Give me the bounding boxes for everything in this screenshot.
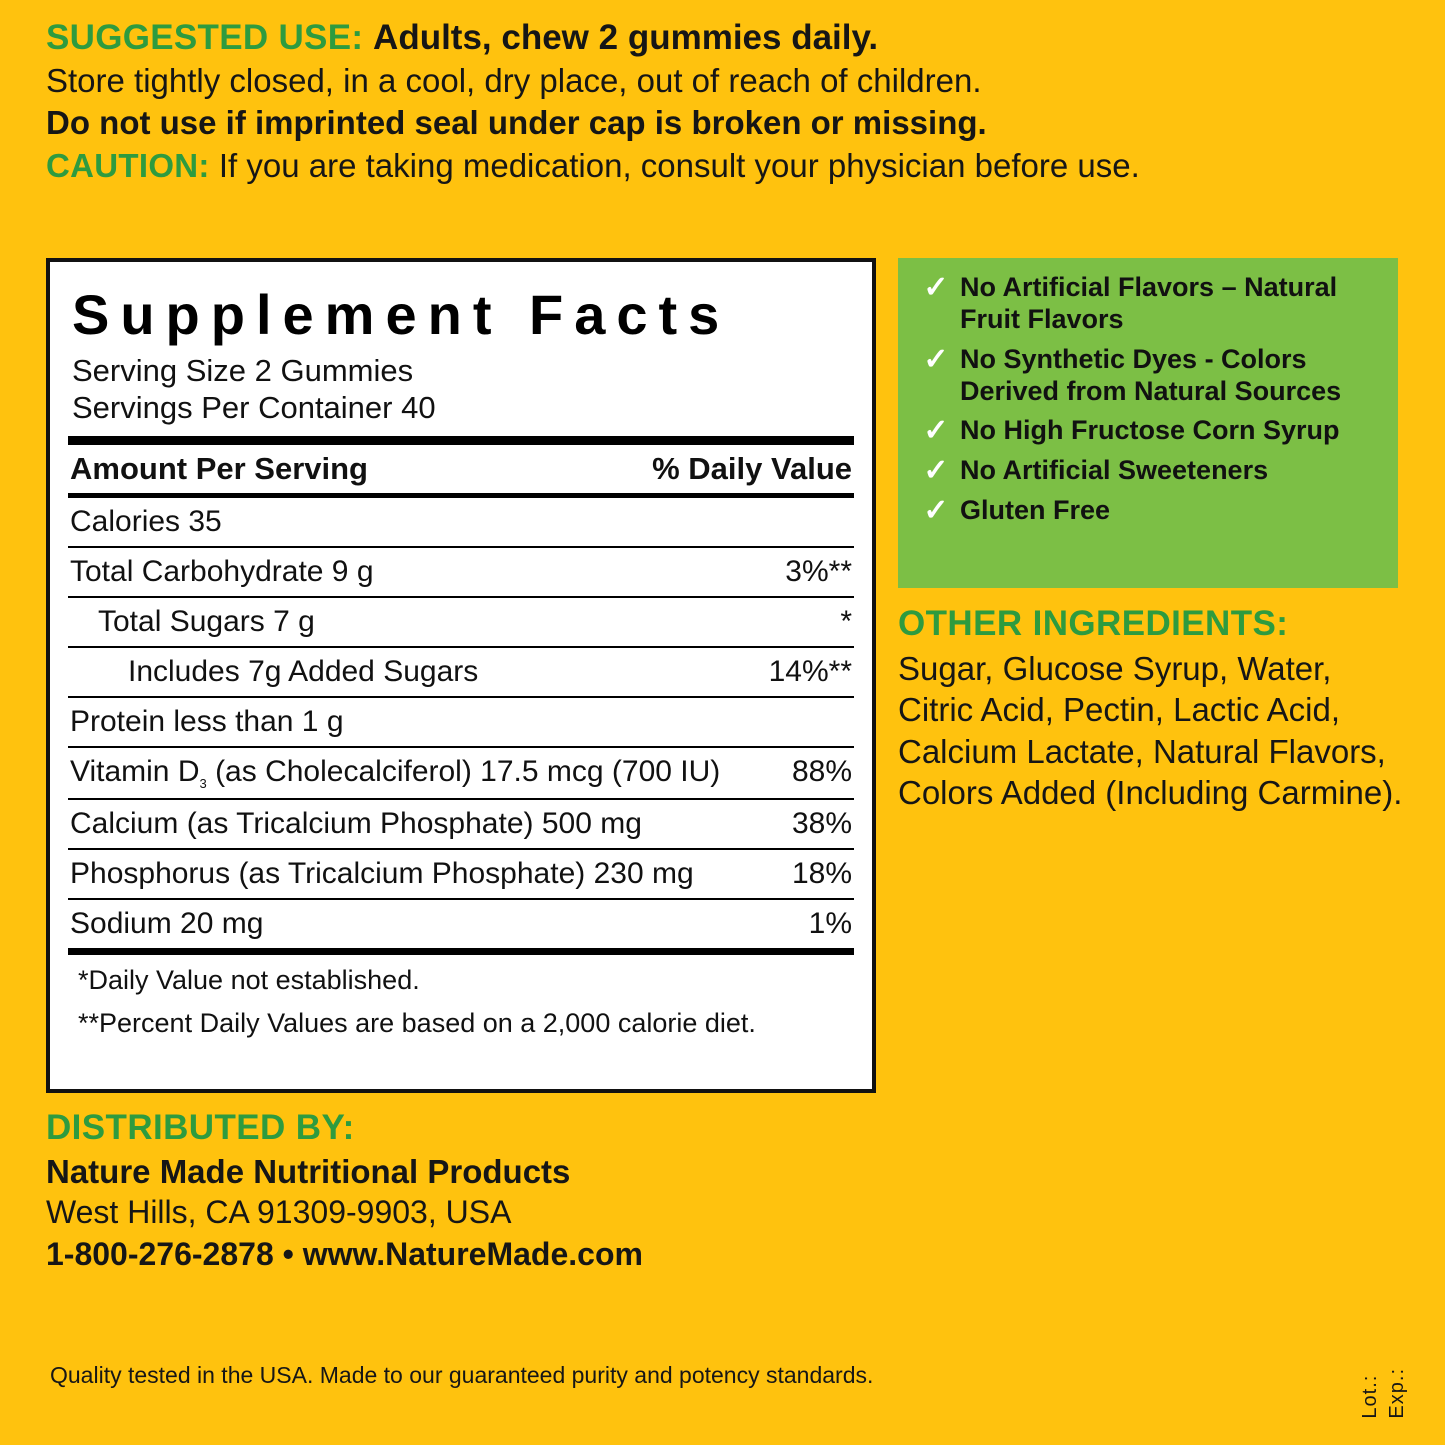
nutrient-dv: 14%** <box>768 655 852 689</box>
distributed-by-heading: DISTRIBUTED BY: <box>46 1108 355 1147</box>
nutrient-name: Protein less than 1 g <box>70 705 344 739</box>
amount-per-serving-header: Amount Per Serving <box>70 451 368 487</box>
table-row <box>68 850 854 898</box>
other-ingredients-block <box>898 604 1408 813</box>
suggested-use-line <box>46 18 1346 57</box>
table-row <box>68 748 854 798</box>
nutrient-name: Total Sugars 7 g <box>98 605 315 639</box>
other-ingredients-heading: OTHER INGREDIENTS: <box>898 604 1289 643</box>
claim-item <box>912 455 1384 487</box>
serving-size: Serving Size 2 Gummies <box>72 353 414 388</box>
claims-box <box>898 258 1398 588</box>
nutrient-name: Calories 35 <box>70 505 222 539</box>
claim-item <box>912 495 1384 527</box>
nutrient-dv: 18% <box>791 857 852 891</box>
company-contact: 1-800-276-2878 • www.NatureMade.com <box>46 1235 643 1272</box>
table-row <box>68 598 854 646</box>
servings-per-container: Servings Per Container 40 <box>72 389 436 425</box>
nutrient-dv: 3%** <box>785 555 852 589</box>
nutrient-name: Phosphorus (as Tricalcium Phosphate) 230 mg <box>70 857 694 891</box>
check-icon: ✓ <box>923 494 949 528</box>
table-header-row <box>68 445 854 493</box>
footnote-daily-value: *Daily Value not established. <box>78 965 420 996</box>
check-icon: ✓ <box>923 271 949 304</box>
nutrient-dv: 88% <box>791 755 852 789</box>
claim-label: No Artificial Sweeteners <box>960 455 1269 486</box>
table-row <box>68 548 854 596</box>
nutrient-name: Sodium 20 mg <box>70 907 264 941</box>
supplement-facts-title: Supplement Facts <box>72 283 731 346</box>
footnote-percent-dv: **Percent Daily Values are based on a 2,000 calorie diet. <box>78 1007 756 1038</box>
claim-item <box>912 415 1384 447</box>
usage-block <box>46 18 1346 185</box>
check-icon: ✓ <box>923 342 949 376</box>
nutrient-dv: 1% <box>808 907 852 941</box>
distributed-by-block <box>46 1108 946 1274</box>
divider-thick <box>68 436 854 445</box>
company-address: West Hills, CA 91309-9903, USA <box>46 1193 512 1230</box>
nutrient-name: Calcium (as Tricalcium Phosphate) 500 mg <box>70 807 642 841</box>
claim-label: No Artificial Flavors – Natural Fruit Flavors <box>960 272 1338 334</box>
check-icon: ✓ <box>923 414 949 448</box>
nutrient-name: Total Carbohydrate 9 g <box>70 555 374 589</box>
divider-bottom <box>68 948 854 955</box>
other-ingredients-body: Sugar, Glucose Syrup, Water, Citric Acid, Pectin, Lactic Acid, Calcium Lactate, Natural Flavors, Colors Added (Including Carmine). <box>898 650 1403 811</box>
suggested-use-value: Adults, chew 2 gummies daily. <box>373 18 879 57</box>
table-row <box>68 800 854 848</box>
check-icon: ✓ <box>923 454 949 488</box>
claim-item <box>912 344 1384 408</box>
claim-item <box>912 272 1384 336</box>
suggested-use-label: SUGGESTED USE: <box>46 18 364 57</box>
company-name: Nature Made Nutritional Products <box>46 1153 571 1190</box>
caution-label: CAUTION: <box>46 147 210 185</box>
daily-value-header: % Daily Value <box>652 451 852 487</box>
table-row <box>68 698 854 746</box>
table-row <box>68 900 854 948</box>
nutrient-dv: * <box>840 605 852 639</box>
nutrient-name: Vitamin $D_3$ (as Cholecalciferol) 17.5 mcg (700 IU) <box>70 755 721 792</box>
supplement-facts-panel <box>46 258 876 1093</box>
claim-label: Gluten Free <box>960 495 1111 526</box>
seal-warning-line: Do not use if imprinted seal under cap is broken or missing. <box>46 104 987 142</box>
claim-label: No Synthetic Dyes - Colors Derived from Natural Sources <box>960 343 1342 406</box>
caution-value: If you are taking medication, consult your physician before use. <box>218 147 1140 185</box>
caution-line <box>46 148 1346 185</box>
quality-statement: Quality tested in the USA. Made to our guaranteed purity and potency standards. <box>50 1362 874 1388</box>
exp-label: Exp.: <box>1386 1368 1408 1419</box>
nutrient-name: Includes 7g Added Sugars <box>128 655 479 689</box>
nutrient-dv: 38% <box>791 807 852 841</box>
table-row <box>68 498 854 546</box>
claim-label: No High Fructose Corn Syrup <box>960 415 1340 446</box>
storage-line: Store tightly closed, in a cool, dry place, out of reach of children. <box>46 62 982 100</box>
lot-exp-block <box>1359 1368 1409 1419</box>
lot-label: Lot.: <box>1359 1375 1381 1419</box>
table-row <box>68 648 854 696</box>
